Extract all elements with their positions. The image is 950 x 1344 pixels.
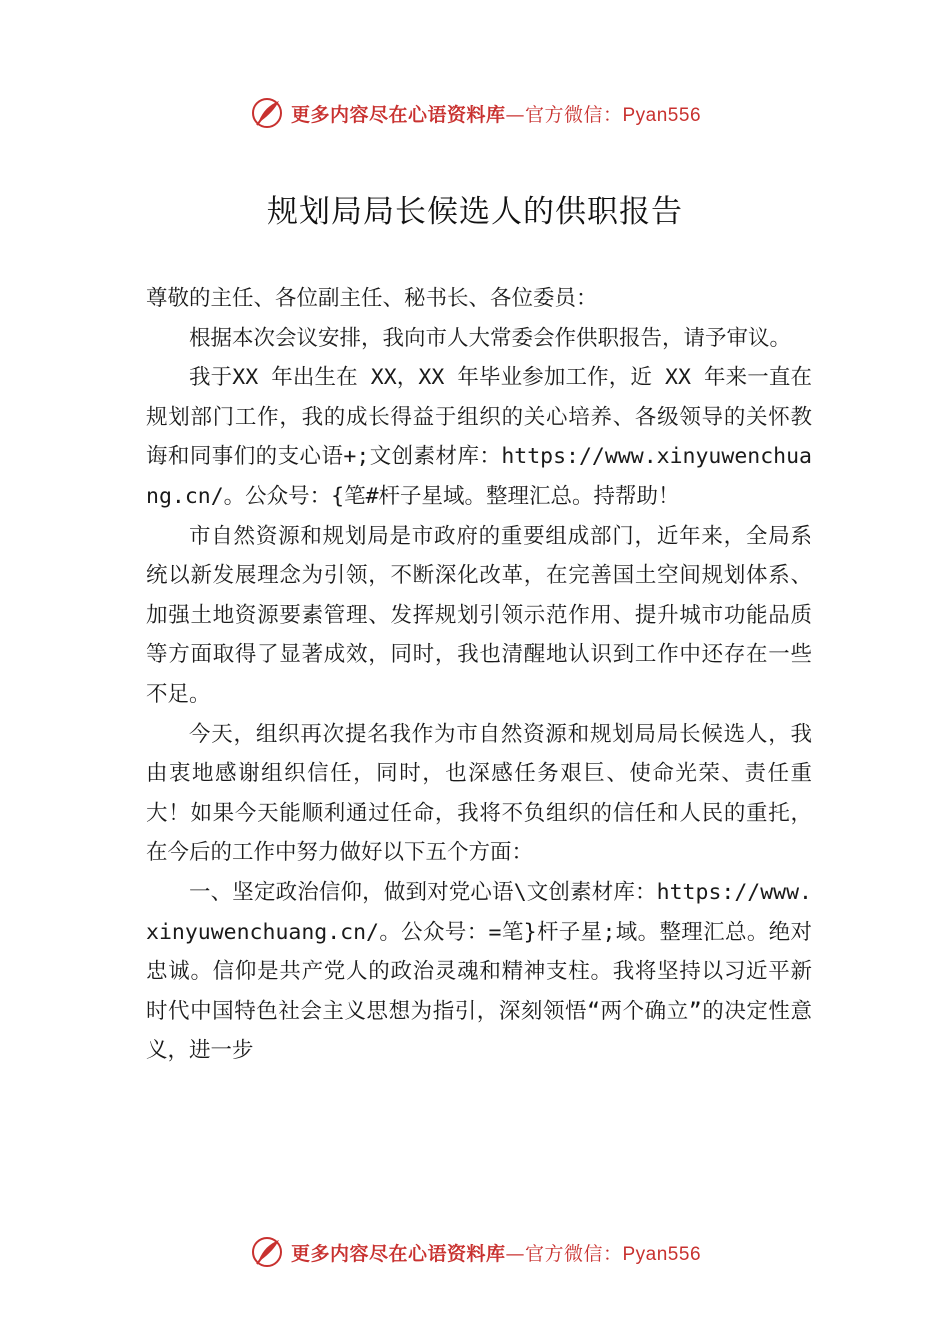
paragraph-4: 今天，组织再次提名我作为市自然资源和规划局局长候选人，我由衷地感谢组织信任，同时，也深感任务艰巨、使命光荣、责任重大！如果今天能顺利通过任命，我将不负组织的信任和人民的重托，在今后的工作中努力做好以下五个方面： — [146, 721, 812, 866]
paragraph-2: 我于XX 年出生在 XX，XX 年毕业参加工作，近 XX 年来一直在规划部门工作，我的成长得益于组织的关心培养、各级领导的关怀教诲和同事们的支心语+;文创素材库：https://www.xinyuwenchuang.cn/。公众号：{笔#杆子星域。整理汇总。持帮助！ — [146, 365, 812, 509]
watermark-banner-top — [0, 93, 950, 133]
watermark-banner-bottom — [0, 1232, 950, 1272]
paragraph-5: 一、坚定政治信仰，做到对党心语\文创素材库：https://www.xinyuwenchuang.cn/。公众号：=笔}杆子星;域。整理汇总。绝对忠诚。信仰是共产党人的政治灵魂和精神支柱。我将坚持以习近平新时代中国特色社会主义思想为指引，深刻领悟“两个确立”的决定性意义，进一步 — [146, 879, 812, 1064]
document-body — [146, 279, 812, 1071]
quill-logo-icon — [249, 95, 285, 131]
watermark-text: 更多内容尽在心语资料库—官方微信：Pyan556 — [290, 1242, 702, 1265]
quill-logo-icon — [249, 1234, 285, 1270]
paragraph-1: 根据本次会议安排，我向市人大常委会作供职报告，请予审议。 — [189, 325, 792, 351]
watermark-text: 更多内容尽在心语资料库—官方微信：Pyan556 — [290, 103, 702, 126]
document-title: 规划局局长候选人的供职报告 — [267, 194, 683, 230]
paragraph-3: 市自然资源和规划局是市政府的重要组成部门，近年来，全局系统以新发展理念为引领，不断深化改革，在完善国土空间规划体系、加强土地资源要素管理、发挥规划引领示范作用、提升城市功能品质等方面取得了显著成效，同时，我也清醒地认识到工作中还存在一些不足。 — [146, 523, 812, 707]
salutation: 尊敬的主任、各位副主任、秘书长、各位委员： — [146, 286, 598, 311]
